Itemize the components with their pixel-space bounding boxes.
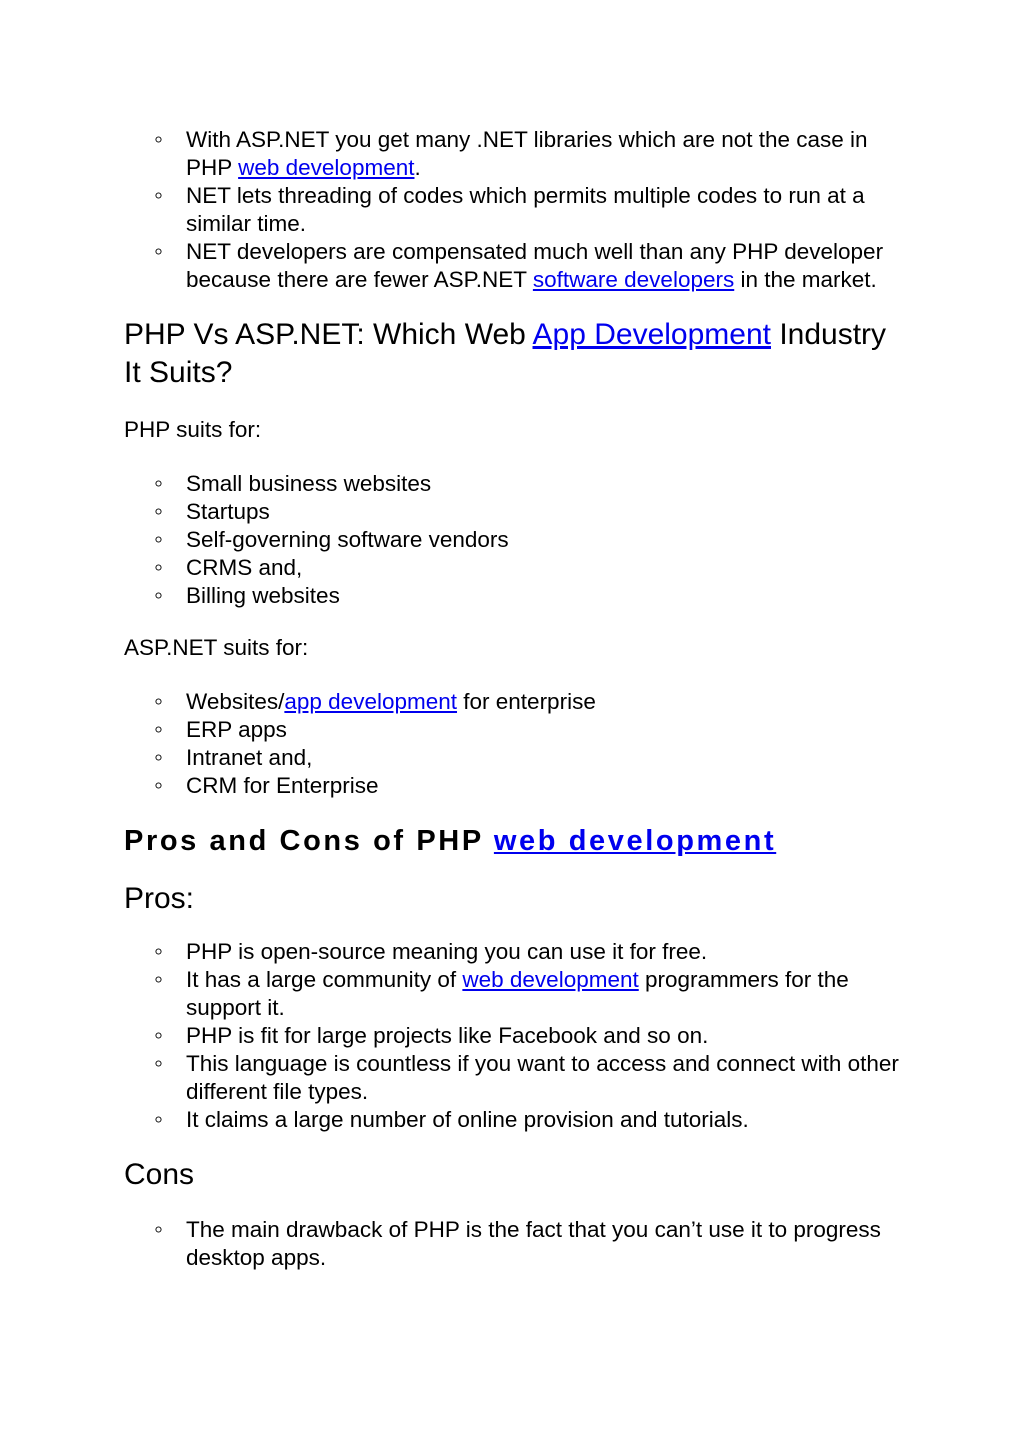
list-item: [124, 716, 904, 744]
list-item: [124, 1106, 904, 1134]
list-item-text: It has a large community of: [186, 967, 463, 992]
bullet-icon: [155, 948, 162, 955]
pros-cons-heading: Pros and Cons of PHP web development: [124, 825, 777, 857]
list-item-text-end: for enterprise: [457, 689, 596, 714]
list-item: [124, 938, 904, 966]
bullet-icon: [155, 976, 162, 983]
list-item-text: Websites/: [186, 689, 285, 714]
bullet-icon: [155, 726, 162, 733]
list-item: [124, 966, 904, 1022]
bullet-icon: [155, 782, 162, 789]
list-item: [124, 470, 904, 498]
bullet-icon: [155, 698, 162, 705]
cons-list: [124, 1216, 904, 1272]
list-item-text: Startups: [186, 499, 270, 524]
list-item-text: This language is countless if you want to access and connect with other different file types.: [186, 1051, 899, 1104]
list-item: [124, 1050, 904, 1106]
pros-heading: Pros:: [124, 882, 195, 915]
list-item-text: The main drawback of PHP is the fact that you can’t use it to progress desktop apps.: [186, 1217, 881, 1270]
list-item-text: NET developers are compensated much well than any PHP developer because there are fewer ASP.NET: [186, 239, 884, 292]
bullet-icon: [155, 592, 162, 599]
bullet-icon: [155, 192, 162, 199]
list-item: [124, 1216, 904, 1272]
list-item-text: Self-governing software vendors: [186, 527, 509, 552]
app-development-inline-link[interactable]: app development: [284, 689, 458, 714]
list-item-text: ERP apps: [186, 717, 287, 742]
list-item: [124, 526, 904, 554]
list-item: [124, 126, 904, 182]
list-item-text: PHP is open-source meaning you can use it for free.: [186, 939, 708, 964]
php-suits-list: [124, 470, 904, 610]
list-item-text: Intranet and,: [186, 745, 313, 770]
list-item-text: With ASP.NET you get many .NET libraries which are not the case in PHP: [186, 127, 868, 180]
bullet-icon: [155, 564, 162, 571]
bullet-icon: [155, 136, 162, 143]
software-developers-link[interactable]: software developers: [532, 267, 735, 292]
bullet-icon: [155, 754, 162, 761]
list-item: [124, 554, 904, 582]
list-item-text: PHP is fit for large projects like Facebook and so on.: [186, 1023, 709, 1048]
list-item-text: Billing websites: [186, 583, 340, 608]
list-item-text: NET lets threading of codes which permits multiple codes to run at a similar time.: [186, 183, 865, 236]
industry-heading: PHP Vs ASP.NET: Which Web App Development Industry It Suits?: [124, 318, 887, 389]
list-item-text: Small business websites: [186, 471, 432, 496]
asp-suits-label: ASP.NET suits for:: [124, 635, 309, 660]
web-development-heading-link[interactable]: web development: [493, 825, 777, 857]
bullet-icon: [155, 536, 162, 543]
bullet-icon: [155, 1116, 162, 1123]
bullet-icon: [155, 1226, 162, 1233]
list-item-text-end: in the market.: [734, 267, 877, 292]
list-item: [124, 772, 904, 800]
intro-list: [124, 126, 904, 294]
app-development-link[interactable]: App Development: [532, 318, 771, 351]
list-item-text: It claims a large number of online provision and tutorials.: [186, 1107, 749, 1132]
list-item: [124, 182, 904, 238]
list-item: [124, 582, 904, 610]
bullet-icon: [155, 248, 162, 255]
list-item-text-end: programmers for the support it.: [186, 967, 849, 1020]
list-item: [124, 688, 904, 716]
pros-list: [124, 938, 904, 1134]
web-development-community-link[interactable]: web development: [462, 967, 639, 992]
document-page: [124, 124, 904, 1272]
list-item-text: CRMS and,: [186, 555, 303, 580]
bullet-icon: [155, 508, 162, 515]
list-item-text-end: .: [414, 155, 421, 180]
php-suits-label: PHP suits for:: [124, 417, 262, 442]
web-development-link[interactable]: web development: [238, 155, 415, 180]
bullet-icon: [155, 1060, 162, 1067]
bullet-icon: [155, 480, 162, 487]
list-item-text: CRM for Enterprise: [186, 773, 379, 798]
list-item: [124, 1022, 904, 1050]
list-item: [124, 498, 904, 526]
list-item: [124, 238, 904, 294]
bullet-icon: [155, 1032, 162, 1039]
cons-heading: Cons: [124, 1158, 195, 1191]
asp-suits-list: [124, 688, 904, 800]
list-item: [124, 744, 904, 772]
